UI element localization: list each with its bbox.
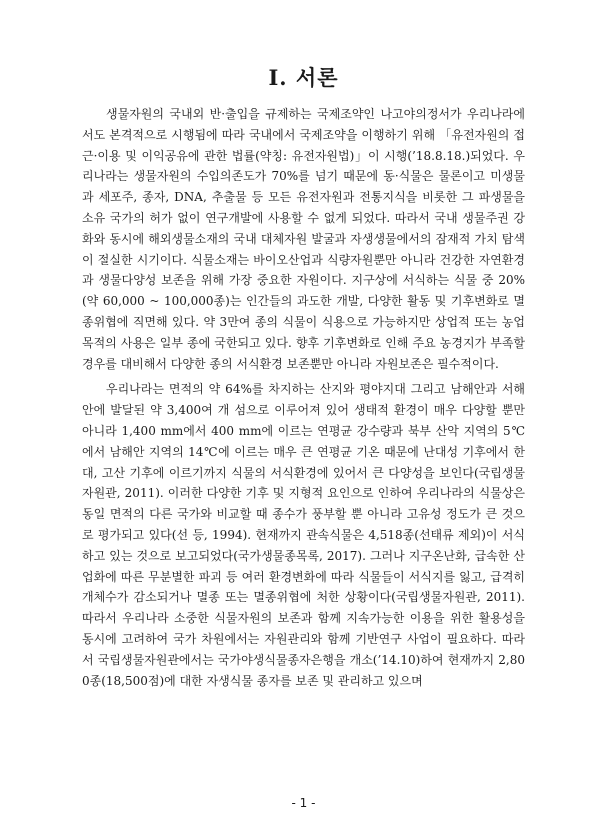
- page-number: - 1 -: [291, 796, 316, 810]
- paragraph-1: 생물자원의 국내외 반·출입을 규제하는 국제조약인 나고야의정서가 우리나라에서도 본격적으로 시행됨에 따라 국내에서 국제조약을 이행하기 위해 「유전자원의 접근·이용 및 이익공유에 관한 법률(약칭: 유전자원법)」이 시행(’18.8.18.)되었다. 우리나라는 생물자원의 수입의존도가 70%를 넘기 때문에 동·식물은 물론이고 미생물과 세포주, 종자, DNA, 추출물 등 모든 유전자원과 전통지식을 비롯한 그 파생물을 소유 국가의 허가 없이 연구개발에 사용할 수 없게 되었다. 따라서 국내 생물주권 강화와 동시에 해외생물소재의 국내 대체자원 발굴과 자생생물에서의 잠재적 가치 탐색이 절실한 시기이다. 식물소재는 바이오산업과 식량자원뿐만 아니라 건강한 자연환경과 생물다양성 보존을 위해 가장 중요한 자원이다. 지구상에 서식하는 식물 중 20%(약 60,000 ~ 100,000종)는 인간들의 과도한 개발, 다양한 활동 및 기후변화로 멸종위협에 직면해 있다. 약 3만여 종의 식물이 식용으로 가능하지만 상업적 또는 농업목적의 사용은 일부 종에 국한되고 있다. 향후 기후변화로 인해 주요 농경지가 부족할 경우를 대비해서 다양한 종의 서식환경 보존뿐만 아니라 자원보존은 필수적이다.: [82, 107, 525, 371]
- paragraph-2: 우리나라는 면적의 약 64%를 차지하는 산지와 평야지대 그리고 남해안과 서해안에 발달된 약 3,400여 개 섬으로 이루어져 있어 생태적 환경이 매우 다양할 뿐만 아니라 1,400 mm에서 400 mm에 이르는 연평균 강수량과 북부 산악 지역의 5℃에서 남해안 지역의 14℃에 이르는 매우 큰 연평균 기온 때문에 난대성 기후에서 한대, 고산 기후에 이르기까지 식물의 서식환경에 있어서 큰 다양성을 보인다(국립생물자원관, 2011). 이러한 다양한 기후 및 지형적 요인으로 인하여 우리나라의 식물상은 동일 면적의 다른 국가와 비교할 때 종수가 풍부할 뿐 아니라 고유성 정도가 큰 것으로 평가되고 있다(선 등, 1994). 현재까지 관속식물은 4,518종(선태류 제외)이 서식하고 있는 것으로 보고되었다(국가생물종목록, 2017). 그러나 지구온난화, 급속한 산업화에 따른 무분별한 파괴 등 여러 환경변화에 따라 식물들이 서식지를 잃고, 급격히 개체수가 감소되거나 멸종 또는 멸종위협에 처한 상황이다(국립생물자원관, 2011). 따라서 우리나라 소중한 식물자원의 보존과 함께 지속가능한 이용을 위한 활용성을 동시에 고려하여 국가 차원에서는 자원관리와 함께 기반연구 사업이 필요하다. 따라서 국립생물자원관에서는 국가야생식물종자은행을 개소(’14.10)하여 현재까지 2,800종(18,500점)에 대한 자생식물 종자를 보존 및 관리하고 있으며: [82, 382, 525, 688]
- body-text: [82, 104, 525, 691]
- section-title: I. 서론: [268, 65, 339, 90]
